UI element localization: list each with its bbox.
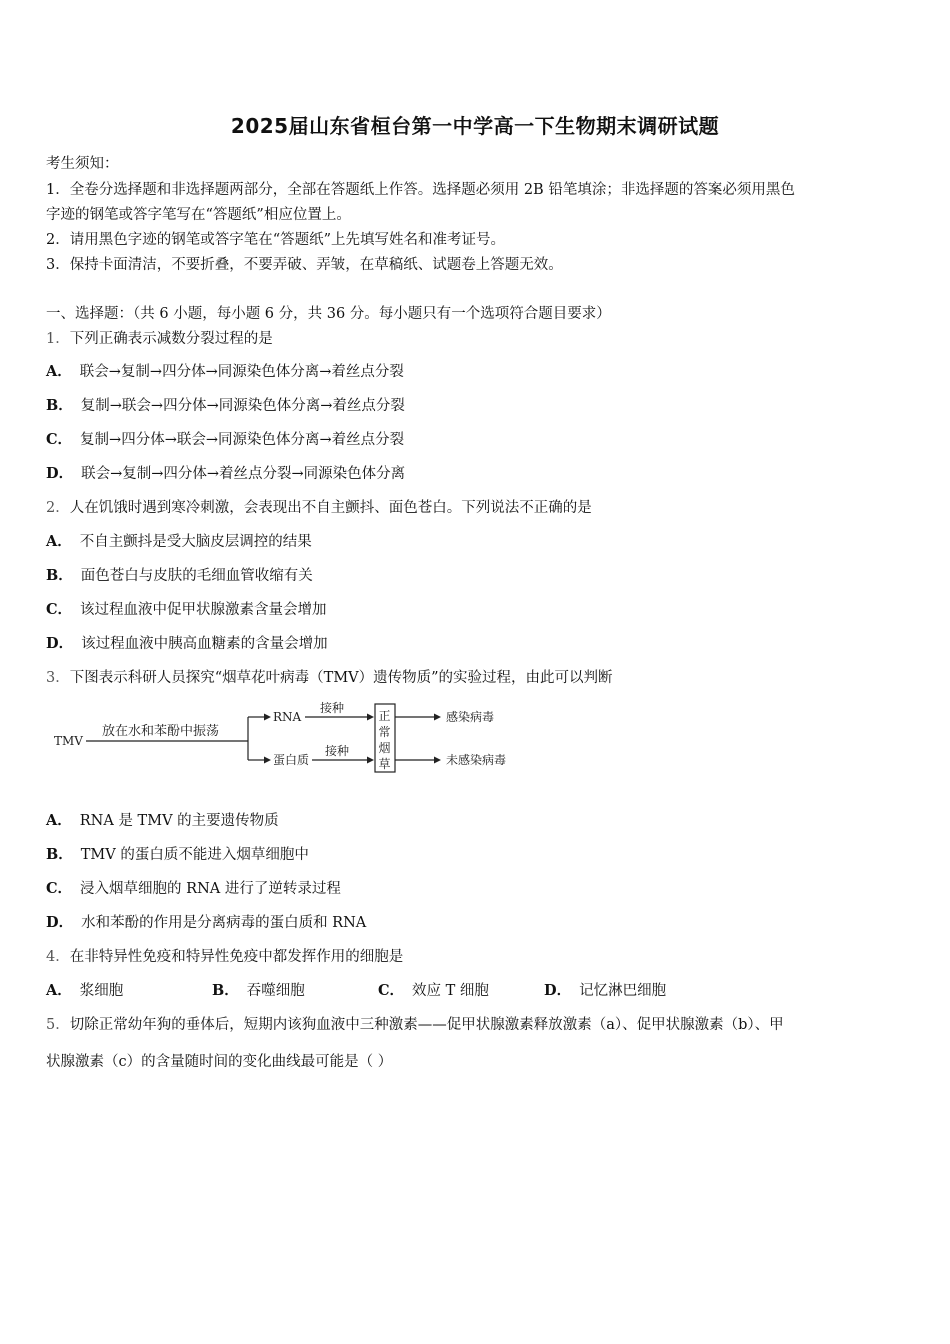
question-2-stem xyxy=(46,496,592,517)
option-text: 该过程血液中促甲状腺激素含量会增加 xyxy=(80,602,327,618)
q1-option-a[interactable] xyxy=(46,360,404,381)
question-number: 1． xyxy=(46,331,70,347)
option-label: D． xyxy=(46,635,74,652)
option-text: 效应 T 细胞 xyxy=(412,983,489,999)
diagram-protein-label: 蛋白质 xyxy=(273,753,310,767)
diagram-result-uninfected: 未感染病毒 xyxy=(446,753,507,767)
question-1-stem xyxy=(46,327,273,348)
option-label: C． xyxy=(46,880,73,897)
diagram-plant-char: 草 xyxy=(378,757,391,771)
option-text: 该过程血液中胰高血糖素的含量会增加 xyxy=(81,636,328,652)
option-label: C． xyxy=(46,431,73,448)
option-text: 记忆淋巴细胞 xyxy=(579,983,667,999)
question-text: 在非特异性免疫和特异性免疫中都发挥作用的细胞是 xyxy=(69,949,404,965)
diagram-inoculate-1: 接种 xyxy=(320,701,345,715)
diagram-plant-char: 正 xyxy=(378,709,391,723)
q4-options-row xyxy=(46,979,666,1000)
diagram-plant-char: 烟 xyxy=(378,741,391,755)
option-label: B． xyxy=(212,982,239,999)
q3-option-b[interactable] xyxy=(46,843,309,864)
notice-item-2: 2．请用黑色字迹的钢笔或答字笔在“答题纸”上先填写姓名和准考证号。 xyxy=(46,232,506,248)
arrow-head xyxy=(367,757,374,764)
option-text: 不自主颤抖是受大脑皮层调控的结果 xyxy=(79,534,312,550)
q4-option-c[interactable] xyxy=(378,979,544,1000)
arrow-head xyxy=(264,757,271,764)
option-label: D． xyxy=(46,465,74,482)
question-number: 2． xyxy=(46,500,70,516)
q4-option-d[interactable] xyxy=(544,979,666,1000)
diagram-plant-char: 常 xyxy=(378,725,391,739)
question-5-stem-line-2: 状腺激素（c）的含量随时间的变化曲线最可能是（ ） xyxy=(46,1054,393,1070)
option-label: B． xyxy=(46,846,73,863)
notice-item-1-line-2: 字迹的钢笔或答字笔写在“答题纸”相应位置上。 xyxy=(46,207,351,223)
section-heading: 一、选择题：（共 6 小题，每小题 6 分，共 36 分。每小题只有一个选项符合题目要求） xyxy=(46,306,611,322)
option-label: C． xyxy=(378,982,405,999)
q1-option-b[interactable] xyxy=(46,394,405,415)
q2-option-a[interactable] xyxy=(46,530,312,551)
question-text: 下列正确表示减数分裂过程的是 xyxy=(69,331,273,347)
tmv-experiment-diagram xyxy=(50,698,530,780)
question-number: 3． xyxy=(46,670,70,686)
q3-option-a[interactable] xyxy=(46,809,279,830)
q1-option-c[interactable] xyxy=(46,428,404,449)
option-label: A． xyxy=(46,982,72,999)
page-title: 2025届山东省桓台第一中学高一下生物期末调研试题 xyxy=(230,114,720,138)
diagram-inoculate-2: 接种 xyxy=(325,744,350,758)
q3-option-c[interactable] xyxy=(46,877,341,898)
question-number: 5． xyxy=(46,1017,70,1033)
diagram-rna-label: RNA xyxy=(273,710,302,724)
question-text: 人在饥饿时遇到寒冷刺激，会表现出不自主颤抖、面色苍白。下列说法不正确的是 xyxy=(69,500,592,516)
question-number: 4． xyxy=(46,949,70,965)
diagram-treatment-label: 放在水和苯酚中振荡 xyxy=(102,724,220,739)
question-4-stem xyxy=(46,945,403,966)
notice-heading: 考生须知： xyxy=(46,156,119,172)
option-text: RNA 是 TMV 的主要遗传物质 xyxy=(79,813,279,829)
option-label: D． xyxy=(544,982,572,999)
option-label: A． xyxy=(46,533,72,550)
option-text: 联会→复制→四分体→着丝点分裂→同源染色体分离 xyxy=(81,466,406,482)
option-text: 联会→复制→四分体→同源染色体分离→着丝点分裂 xyxy=(79,364,404,380)
notice-item-1-line-1: 1．全卷分选择题和非选择题两部分，全部在答题纸上作答。选择题必须用 2B 铅笔填涂；非选择题的答案必须用黑色 xyxy=(46,182,795,198)
arrow-head xyxy=(434,714,441,721)
option-label: A． xyxy=(46,363,72,380)
option-label: D． xyxy=(46,914,74,931)
arrow-head xyxy=(367,714,374,721)
option-text: 水和苯酚的作用是分离病毒的蛋白质和 RNA xyxy=(81,915,367,931)
diagram-tmv-label: TMV xyxy=(54,734,83,748)
question-3-stem xyxy=(46,666,613,687)
question-5-stem-line-1 xyxy=(46,1013,784,1034)
option-text: 复制→联会→四分体→同源染色体分离→着丝点分裂 xyxy=(80,398,405,414)
q4-option-b[interactable] xyxy=(212,979,378,1000)
q2-option-b[interactable] xyxy=(46,564,313,585)
option-label: B． xyxy=(46,397,73,414)
arrow-head xyxy=(434,757,441,764)
q2-option-d[interactable] xyxy=(46,632,328,653)
option-text: 浸入烟草细胞的 RNA 进行了逆转录过程 xyxy=(80,881,341,897)
option-text: 复制→四分体→联会→同源染色体分离→着丝点分裂 xyxy=(80,432,405,448)
option-text: TMV 的蛋白质不能进入烟草细胞中 xyxy=(80,847,309,863)
option-label: A． xyxy=(46,812,72,829)
option-text: 浆细胞 xyxy=(79,983,124,999)
option-text: 吞噬细胞 xyxy=(246,983,305,999)
q4-option-a[interactable] xyxy=(46,979,212,1000)
notice-item-3: 3．保持卡面清洁，不要折叠，不要弄破、弄皱，在草稿纸、试题卷上答题无效。 xyxy=(46,257,563,273)
option-label: C． xyxy=(46,601,73,618)
diagram-result-infected: 感染病毒 xyxy=(446,710,495,724)
option-text: 面色苍白与皮肤的毛细血管收缩有关 xyxy=(80,568,313,584)
q3-option-d[interactable] xyxy=(46,911,366,932)
option-label: B． xyxy=(46,567,73,584)
q1-option-d[interactable] xyxy=(46,462,405,483)
q2-option-c[interactable] xyxy=(46,598,327,619)
question-text: 切除正常幼年狗的垂体后，短期内该狗血液中三种激素——促甲状腺激素释放激素（a）、促甲状腺激素（b）、甲 xyxy=(69,1017,784,1033)
arrow-head xyxy=(264,714,271,721)
question-text: 下图表示科研人员探究“烟草花叶病毒（TMV）遗传物质”的实验过程，由此可以判断 xyxy=(69,670,613,686)
